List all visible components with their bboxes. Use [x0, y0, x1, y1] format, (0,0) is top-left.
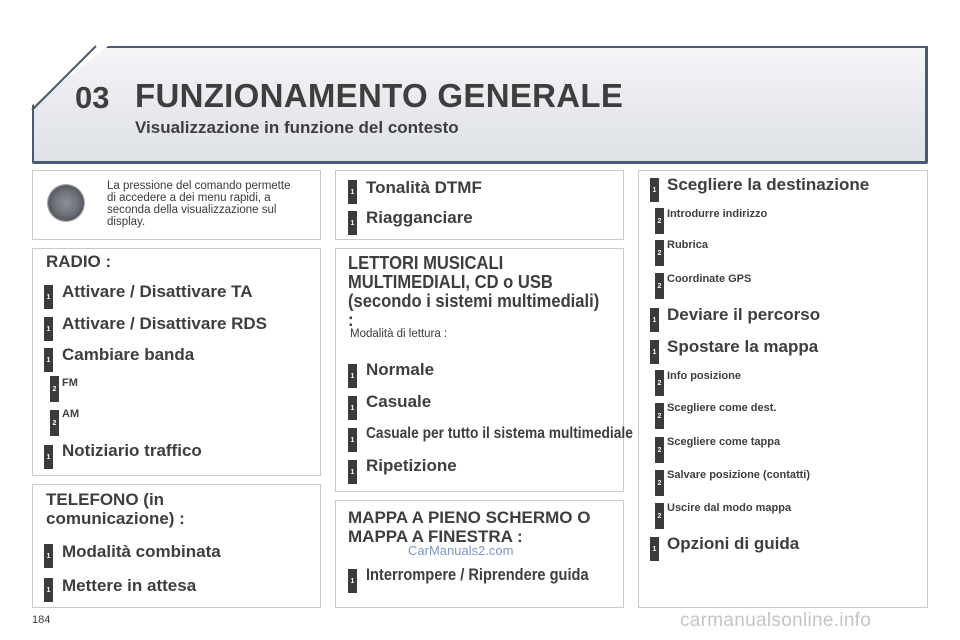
level-badge: 1	[44, 445, 53, 469]
menu-item-attivare-rds[interactable]: Attivare / Disattivare RDS	[62, 314, 268, 333]
level-badge: 2	[655, 240, 664, 266]
menu-item-cambiare-banda[interactable]: Cambiare banda	[62, 345, 195, 364]
menu-item-mettere-in-attesa[interactable]: Mettere in attesa	[62, 576, 197, 595]
menu-item-scegliere-come-tappa[interactable]: Scegliere come tappa	[667, 436, 781, 448]
menu-item-riagganciare[interactable]: Riagganciare	[366, 208, 473, 227]
level-badge: 2	[50, 410, 59, 436]
level-badge: 1	[348, 460, 357, 484]
level-badge: 1	[650, 340, 659, 364]
level-badge: 2	[655, 437, 664, 463]
level-badge: 1	[348, 180, 357, 204]
menu-item-ripetizione[interactable]: Ripetizione	[366, 456, 457, 475]
level-badge: 1	[44, 317, 53, 341]
menu-item-info-posizione[interactable]: Info posizione	[667, 370, 741, 382]
level-badge: 1	[348, 364, 357, 388]
level-badge: 1	[348, 428, 357, 452]
menu-item-rubrica[interactable]: Rubrica	[667, 239, 708, 251]
rotary-knob-icon	[48, 185, 84, 221]
menu-item-salvare-posizione[interactable]: Salvare posizione (contatti)	[667, 469, 811, 481]
level-badge: 1	[44, 578, 53, 602]
level-badge: 2	[655, 208, 664, 234]
page-subtitle: Visualizzazione in funzione del contesto	[135, 118, 459, 137]
level-badge: 2	[50, 376, 59, 402]
level-badge: 2	[655, 503, 664, 529]
level-badge: 1	[650, 178, 659, 202]
menu-item-notiziario-traffico[interactable]: Notiziario traffico	[62, 441, 202, 460]
radio-heading: RADIO :	[46, 252, 112, 271]
level-badge: 1	[348, 211, 357, 235]
level-badge: 1	[44, 348, 53, 372]
menu-item-normale[interactable]: Normale	[366, 360, 435, 379]
mappa-heading: MAPPA A PIENO SCHERMO O MAPPA A FINESTRA :	[348, 508, 591, 546]
site-watermark: carmanualsonline.info	[680, 610, 872, 631]
menu-item-interrompere-guida[interactable]: Interrompere / Riprendere guida	[366, 565, 589, 584]
menu-item-opzioni-guida[interactable]: Opzioni di guida	[667, 534, 800, 553]
level-badge: 1	[44, 544, 53, 568]
menu-item-attivare-ta[interactable]: Attivare / Disattivare TA	[62, 282, 253, 301]
level-badge: 1	[650, 308, 659, 332]
page-title: FUNZIONAMENTO GENERALE	[135, 77, 624, 114]
telefono-heading: TELEFONO (in comunicazione) :	[46, 490, 185, 528]
level-badge: 1	[348, 396, 357, 420]
menu-item-modalita-combinata[interactable]: Modalità combinata	[62, 542, 221, 561]
carmanuals-watermark: CarManuals2.com	[408, 543, 514, 558]
level-badge: 2	[655, 470, 664, 496]
lettori-heading: LETTORI MUSICALI MULTIMEDIALI, CD o USB (secondo i sistemi multimediali) :	[348, 253, 600, 330]
menu-item-tonalita-dtmf[interactable]: Tonalità DTMF	[366, 178, 482, 197]
menu-item-scegliere-destinazione[interactable]: Scegliere la destinazione	[667, 175, 870, 194]
level-badge: 1	[650, 537, 659, 561]
menu-item-am[interactable]: AM	[62, 408, 80, 420]
menu-item-uscire-modo-mappa[interactable]: Uscire dal modo mappa	[667, 502, 792, 514]
menu-item-introdurre-indirizzo[interactable]: Introdurre indirizzo	[667, 208, 768, 220]
lettori-subheading: Modalità di lettura :	[350, 328, 448, 340]
menu-item-casuale[interactable]: Casuale	[366, 392, 432, 411]
knob-description: La pressione del comando permette di accedere a dei menu rapidi, a seconda della visualizzazione sul display.	[107, 180, 291, 228]
menu-item-deviare-percorso[interactable]: Deviare il percorso	[667, 305, 821, 324]
level-badge: 2	[655, 403, 664, 429]
chapter-number: 03	[75, 80, 110, 115]
menu-item-casuale-sistema[interactable]: Casuale per tutto il sistema multimediale	[366, 425, 633, 442]
level-badge: 1	[348, 569, 357, 593]
menu-item-scegliere-come-dest[interactable]: Scegliere come dest.	[667, 402, 777, 414]
page-number: 184	[32, 614, 51, 626]
menu-item-coordinate-gps[interactable]: Coordinate GPS	[667, 273, 752, 285]
level-badge: 1	[44, 285, 53, 309]
level-badge: 2	[655, 273, 664, 299]
menu-item-fm[interactable]: FM	[62, 377, 78, 389]
level-badge: 2	[655, 370, 664, 396]
menu-item-spostare-mappa[interactable]: Spostare la mappa	[667, 337, 819, 356]
